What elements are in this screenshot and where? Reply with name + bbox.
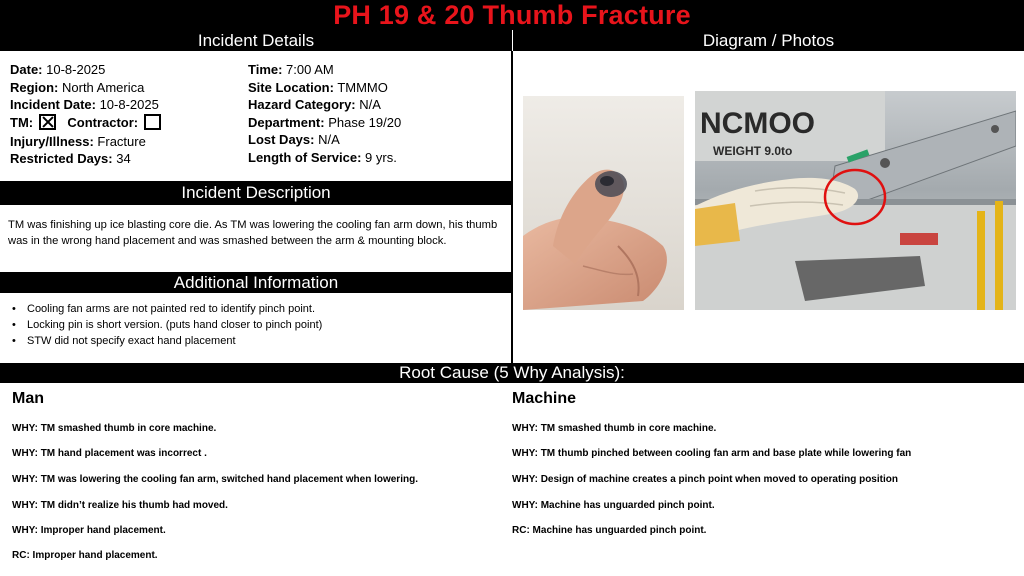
incident-details-header-label: Incident Details: [197, 31, 315, 50]
machine-root-cause: RC: Machine has unguarded pinch point.: [512, 525, 707, 536]
detail-tm-contractor: [10, 114, 240, 133]
man-title: Man: [12, 390, 44, 407]
root-cause-header-label: Root Cause (5 Why Analysis):: [399, 363, 625, 382]
machine-weight-text: WEIGHT 9.0to: [713, 144, 793, 158]
incident-description-header-label: Incident Description: [181, 183, 331, 202]
additional-info-header: [0, 272, 512, 293]
title-bar: [0, 0, 1024, 30]
machine-title: Machine: [512, 390, 577, 407]
diagram-header: [513, 30, 1024, 51]
machine-photo-illustration: [695, 91, 1016, 310]
machine-why-4: WHY: Machine has unguarded pinch point.: [512, 500, 715, 511]
machine-why-2: WHY: TM thumb pinched between cooling fan arm and base plate while lowering fan: [512, 448, 912, 459]
detail-restricted-days: Restricted Days: 34: [10, 151, 131, 167]
machine-why-1: WHY: TM smashed thumb in core machine.: [512, 423, 717, 434]
thumb-injury-photo: [523, 96, 684, 310]
detail-injury: Injury/Illness: Fracture: [10, 133, 146, 149]
detail-region: Region: North America: [10, 79, 145, 95]
man-why-5: WHY: Improper hand placement.: [12, 525, 166, 536]
man-why-1: WHY: TM smashed thumb in core machine.: [12, 423, 217, 434]
machine-label-text: NCMOO: [700, 107, 815, 140]
additional-info-header-label: Additional Information: [173, 273, 339, 292]
additional-info-list: [12, 301, 502, 349]
detail-incident-date: Incident Date: 10-8-2025: [10, 97, 159, 113]
details-right-column: [248, 61, 510, 167]
incident-description-text: TM was finishing up ice blasting core die. As TM was lowering the cooling fan arm down, his thumb was in the wrong hand placement and was smashed between the arm & mounting block.: [8, 219, 498, 247]
incident-description-header: [0, 181, 512, 205]
tm-label: TM:: [10, 114, 34, 130]
machine-pinch-point-photo: [695, 91, 1016, 310]
detail-lost-days: Lost Days: N/A: [248, 132, 340, 148]
man-why-4: WHY: TM didn’t realize his thumb had moved.: [12, 500, 228, 511]
contractor-checkbox[interactable]: [144, 114, 161, 130]
machine-why-3: WHY: Design of machine creates a pinch point when moved to operating position: [512, 474, 898, 485]
detail-department: Department: Phase 19/20: [248, 114, 402, 130]
detail-time: Time: 7:00 AM: [248, 62, 334, 77]
man-why-2: WHY: TM hand placement was incorrect .: [12, 448, 207, 459]
detail-length-of-service: Length of Service: 9 yrs.: [248, 149, 397, 165]
man-why-3: WHY: TM was lowering the cooling fan arm, switched hand placement when lowering.: [12, 474, 418, 485]
man-root-cause: RC: Improper hand placement.: [12, 550, 158, 561]
detail-hazard-category: Hazard Category: N/A: [248, 97, 381, 113]
details-left-column: [10, 61, 240, 168]
detail-date: Date: 10-8-2025: [10, 62, 106, 77]
incident-details-header: [0, 30, 512, 51]
panel-divider: [511, 51, 513, 363]
page-title: PH 19 & 20 Thumb Fracture: [333, 0, 691, 30]
thumb-photo-illustration: [523, 96, 684, 310]
list-item: • STW did not specify exact hand placement: [12, 333, 502, 349]
list-item: • Cooling fan arms are not painted red to identify pinch point.: [12, 301, 502, 317]
detail-site-location: Site Location: TMMMO: [248, 79, 388, 95]
diagram-header-label: Diagram / Photos: [702, 31, 835, 50]
root-cause-header: [0, 363, 1024, 383]
contractor-label: Contractor:: [67, 114, 139, 130]
list-item: • Locking pin is short version. (puts hand closer to pinch point): [12, 317, 502, 333]
tm-checkbox-checked[interactable]: [39, 114, 56, 130]
